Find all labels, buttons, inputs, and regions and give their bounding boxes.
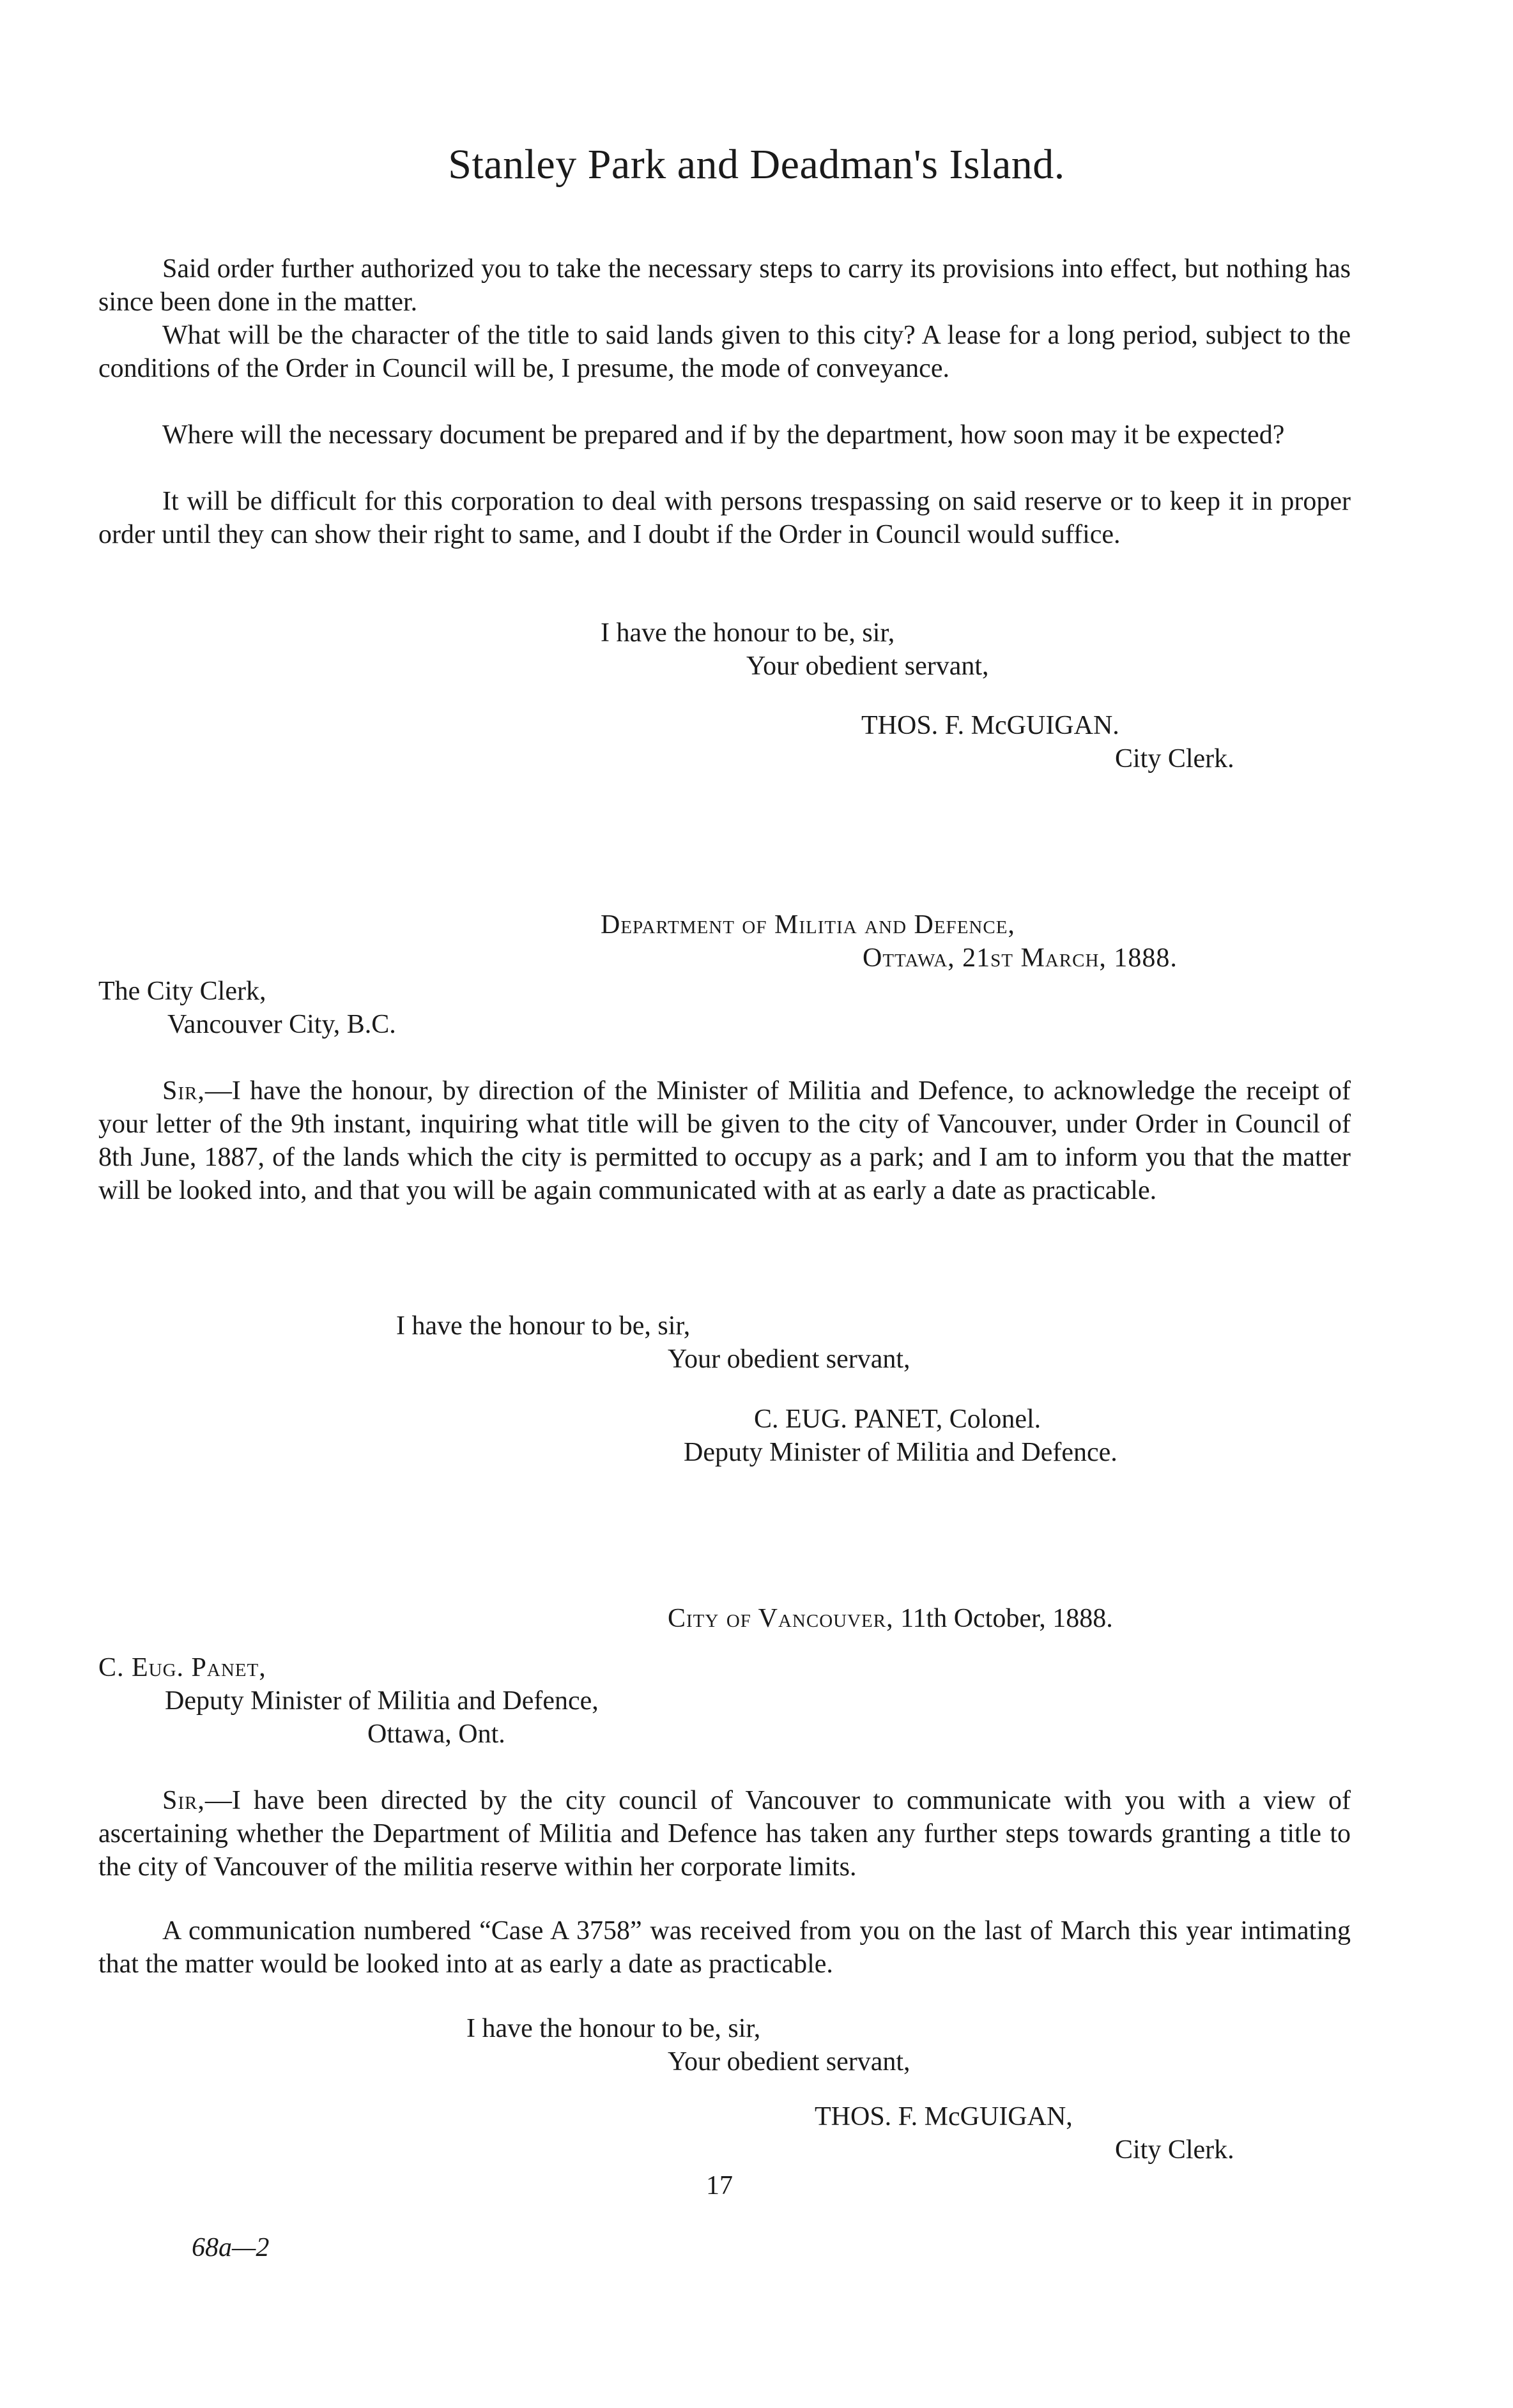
letter1-paragraph — [98, 485, 1351, 551]
letter2-closing: I have the honour to be, sir, — [396, 1311, 691, 1341]
letter1-paragraph-text: It will be difficult for this corporation to deal with persons trespassing on said reserve or to keep it in proper order until they can show their right to same, and I doubt if the Order in Council would suffice. — [98, 487, 1351, 549]
letter3-addressee: Ottawa, Ont. — [367, 1719, 505, 1749]
letter3-servant: Your obedient servant, — [668, 2047, 910, 2077]
letter3-heading — [668, 1602, 1113, 1635]
letter3-heading-place: City of Vancouver, — [668, 1604, 894, 1633]
letter2-addressee: The City Clerk, — [98, 977, 266, 1006]
letter2-salutation: Sir, — [162, 1076, 205, 1106]
letter1-paragraph-text: Said order further authorized you to take the necessary steps to carry its provisions into effect, but nothing has since been done in the matter. — [98, 254, 1351, 317]
letter3-heading-date: 11th October, 1888. — [900, 1604, 1113, 1633]
letter2-heading-place: Ottawa, 21st March, 1888. — [863, 943, 1178, 973]
letter2-addressee: Vancouver City, B.C. — [167, 1010, 396, 1039]
letter1-paragraph-text: Where will the necessary document be prepared and if by the department, how soon may it be expected? — [162, 420, 1285, 450]
page-number: 17 — [706, 2171, 733, 2200]
letter2-sign-title: Deputy Minister of Militia and Defence. — [684, 1438, 1117, 1467]
letter1-sign-title: City Clerk. — [1115, 744, 1234, 773]
letter1-paragraph — [98, 418, 1351, 452]
page-title: Stanley Park and Deadman's Island. — [448, 141, 1065, 188]
letter2-servant: Your obedient servant, — [668, 1345, 910, 1374]
letter3-salutation: Sir, — [162, 1786, 205, 1815]
letter1-closing: I have the honour to be, sir, — [601, 618, 895, 648]
letter1-paragraph-text: What will be the character of the title to said lands given to this city? A lease for a long period, subject to the conditions of the Order in Council will be, I presume, the mode of conveyance. — [98, 321, 1351, 383]
letter2-signatory: C. EUG. PANET, Colonel. — [754, 1405, 1041, 1434]
letter1-paragraph — [98, 319, 1351, 385]
letter1-servant: Your obedient servant, — [746, 652, 989, 681]
letter3-body — [98, 1914, 1351, 1981]
letter3-addressee: C. Eug. Panet, — [98, 1653, 266, 1682]
letter3-body — [98, 1784, 1351, 1884]
letter2-body — [98, 1074, 1351, 1207]
letter1-signatory: THOS. F. McGUIGAN. — [861, 711, 1119, 740]
signature-mark: 68a—2 — [192, 2233, 270, 2262]
letter2-heading-dept: Department of Militia and Defence, — [601, 910, 1015, 940]
letter1-paragraph — [98, 252, 1351, 319]
letter3-body-text: A communication numbered “Case A 3758” was received from you on the last of March this year intimating that the matter would be looked into at as early a date as practicable. — [98, 1916, 1351, 1979]
letter3-sign-title: City Clerk. — [1115, 2135, 1234, 2165]
letter3-closing: I have the honour to be, sir, — [466, 2014, 761, 2043]
letter3-addressee: Deputy Minister of Militia and Defence, — [165, 1686, 599, 1716]
letter2-body-text: —I have the honour, by direction of the Minister of Militia and Defence, to acknowledge the receipt of your letter of the 9th instant, inquiring what title will be given to the city of Vancouver, under Order in Council of 8th June, 1887, of the lands which the city is permitted to occupy as a park; and I am to inform you that the matter will be looked into, and that you will be again communicated with at as early a date as practicable. — [98, 1076, 1351, 1205]
letter3-body-text: —I have been directed by the city council of Vancouver to communicate with you with a view of ascertaining whether the Department of Militia and Defence has taken any further steps towards granting a title to the city of Vancouver of the militia reserve within her corporate limits. — [98, 1786, 1351, 1882]
letter3-signatory: THOS. F. McGUIGAN, — [815, 2102, 1073, 2131]
